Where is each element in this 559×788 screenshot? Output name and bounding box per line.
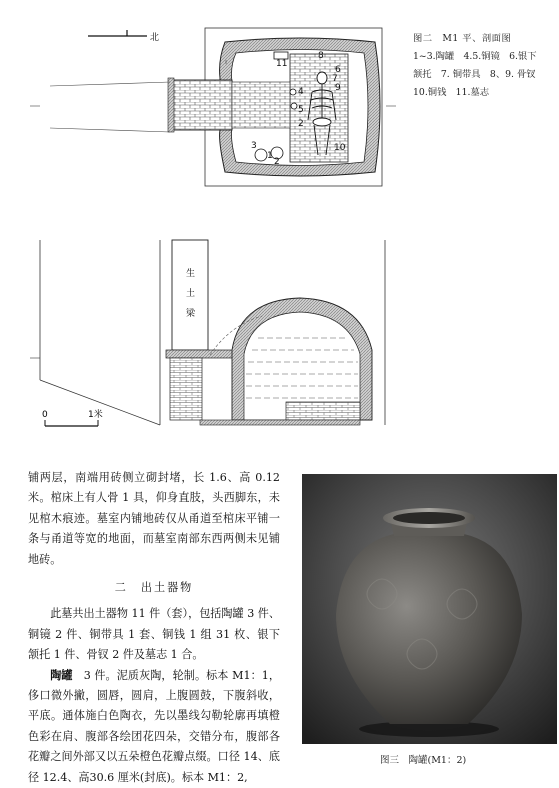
figure2-line: 1~3.陶罐 4.5.铜镜 6.银下 (413, 51, 537, 62)
figure2-line: 颔托 7. 铜带具 8、9. 骨钗 (413, 69, 536, 80)
figure3-caption: 图三 陶罐(M1：2) (380, 755, 467, 766)
section-heading: 二 出土器物 (114, 581, 194, 595)
label-5: 5 (298, 105, 304, 115)
figure2-caption (413, 30, 553, 102)
jar-photo (302, 474, 557, 744)
north-label: 北 (150, 33, 160, 43)
figure2-line: 10.铜钱 11.墓志 (413, 87, 490, 98)
label-4: 4 (298, 87, 304, 97)
term: 陶罐 (50, 668, 73, 682)
epitaph-icon (274, 52, 288, 59)
label-8: 8 (318, 51, 324, 61)
pot-icon (255, 149, 267, 161)
corridor (170, 80, 232, 130)
article-text (28, 468, 280, 788)
label-11: 11 (276, 59, 288, 69)
section-drawing (0, 230, 410, 435)
paragraph: 铺两层，南端用砖侧立砌封堵，长 1.6、高 0.12 米。棺床上有人骨 1 具，仰身直肢，头西脚东，未见棺木痕迹。墓室内铺地砖仅从甬道至棺床平铺一条与甬道等宽的地面，而墓室南部东西两侧未见铺地砖。 (28, 471, 280, 566)
mirror-icon (291, 103, 297, 109)
label-9: 9 (335, 83, 341, 93)
label-1: 1 (267, 151, 273, 161)
figure2-title: 图二 M1 平、剖面图 (413, 33, 512, 44)
label-3: 3 (251, 141, 257, 151)
plan-drawing (0, 0, 410, 200)
paragraph (28, 666, 280, 788)
label-2b: 2 (274, 157, 280, 167)
column-char: 梁 (186, 309, 196, 319)
label-10: 10 (334, 143, 346, 153)
paragraph: 此墓共出土器物 11 件（套），包括陶罐 3 件、铜镜 2 件、铜带具 1 套、铜钱 1 组 31 枚、银下颔托 1 件、骨钗 2 件及墓志 1 合。 (28, 607, 280, 662)
blocking-wall (170, 358, 202, 420)
column-char: 生 (186, 269, 196, 279)
label-2a: 2 (298, 119, 304, 129)
scale-one: 1米 (88, 410, 103, 420)
scale-zero: 0 (42, 410, 48, 420)
paragraph-text: 3 件。泥质灰陶，轮制。标本 M1：1，侈口微外撇，圆唇，圆肩，上腹圆鼓，下腹斜收，平底。通体施白色陶衣，先以墨线勾勒轮廓再填橙色彩在肩、腹部各绘团花四朵，交错分布，腹部各花瓣之间外部又以五朵橙色花瓣点缀。口径 14、底径 12.4、高30.6 厘米(封底)。标本 M1：2, (28, 668, 280, 784)
column-char: 土 (186, 289, 196, 299)
label-7: 7 (332, 74, 338, 84)
mirror-icon (290, 89, 296, 95)
floor-bricks (232, 82, 290, 128)
coffin-bed (286, 402, 360, 420)
label-6: 6 (335, 65, 341, 75)
